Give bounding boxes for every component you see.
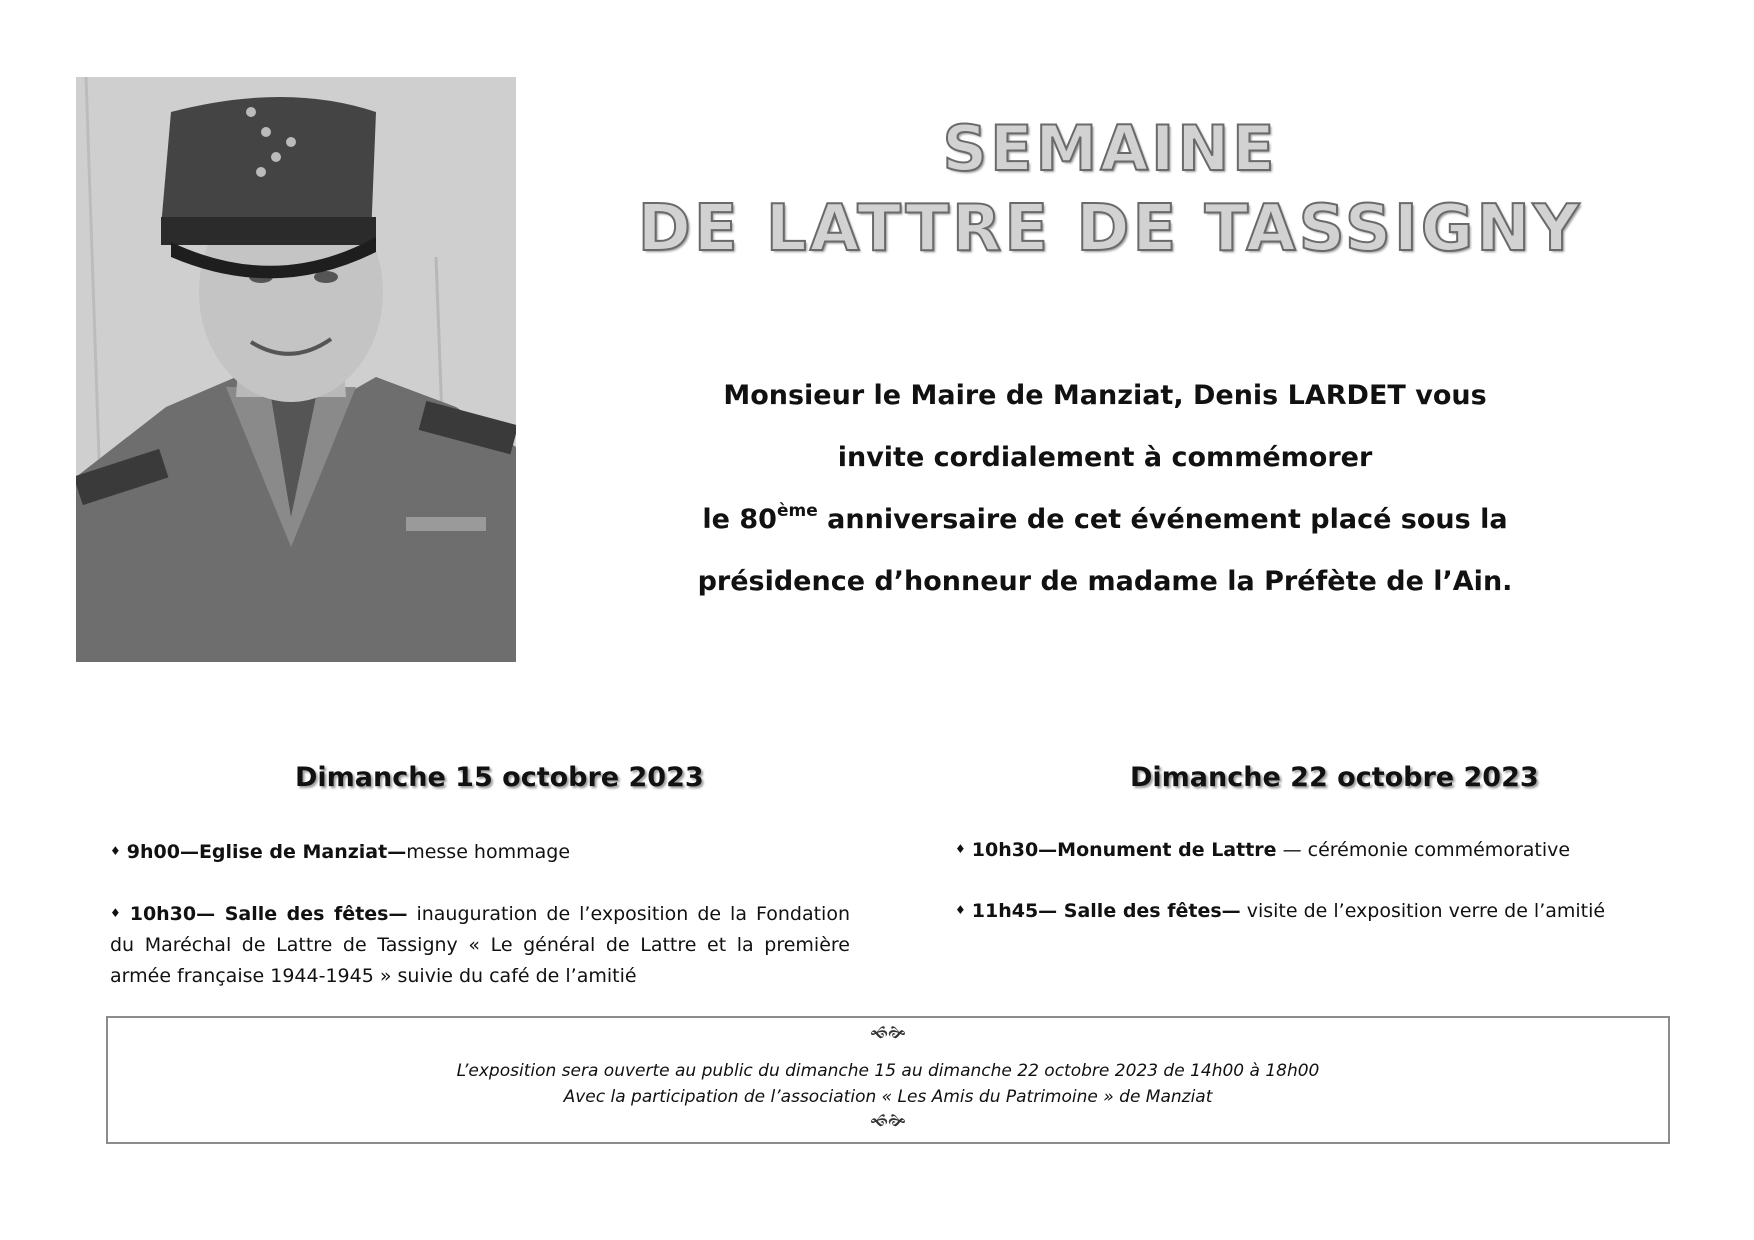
day2-item-2-time-place: 11h45— Salle des fêtes— [971,900,1241,922]
exhibition-info-box [106,1016,1670,1144]
day1-item-2 [110,898,850,992]
day1-item-1-time-place: 9h00—Eglise de Manziat— [126,841,407,863]
portrait-photo [76,77,516,662]
day2-item-2-text: visite de l’exposition verre de l’amitié [1240,900,1606,922]
exhibition-hours: L’exposition sera ouverte au public du dimanche 15 au dimanche 22 octobre 2023 de 14h00 à 18h00 [456,1061,1320,1081]
ordinal-superscript: ème [776,501,818,521]
bullet-icon: ♦ [110,844,121,858]
ornament-bottom-icon: 🙜🙞 [870,1111,906,1130]
bullet-icon: ♦ [955,903,966,917]
title-line-2: DE LATTRE DE TASSIGNY [637,192,1583,266]
title-line-1: SEMAINE [942,112,1278,185]
day2-item-1-text: — cérémonie commémorative [1276,839,1571,861]
day2-heading: Dimanche 22 octobre 2023 [1130,762,1539,793]
bullet-icon: ♦ [110,906,124,920]
invitation-text [680,365,1530,613]
day1-item-2-time-place: 10h30— Salle des fêtes— [129,903,408,925]
invitation-line-3-prefix: le 80 [702,504,777,535]
day2-item-2 [955,895,1655,927]
day1-item-1 [110,836,850,868]
invitation-line-3 [680,489,1530,551]
day1-heading: Dimanche 15 octobre 2023 [295,762,704,793]
portrait-illustration [76,77,516,662]
invitation-line-1: Monsieur le Maire de Manziat, Denis LARDET vous [723,380,1487,411]
invitation-line-3-suffix: anniversaire de cet événement placé sous la [817,504,1508,535]
day2-item-1-time-place: 10h30—Monument de Lattre [971,839,1277,861]
bullet-icon: ♦ [955,842,966,856]
invitation-line-4: présidence d’honneur de madame la Préfète de l’Ain. [697,566,1513,597]
exhibition-partner: Avec la participation de l’association « Les Amis du Patrimoine » de Manziat [563,1087,1213,1107]
ornament-top-icon: 🙜🙞 [870,1023,906,1042]
day2-item-1 [955,834,1655,866]
day1-item-2-text: inauguration de l’exposition de la Fondation du Maréchal de Lattre de Tassigny « Le général de Lattre et la première armée française 1944-1945 » suivie du café de l’amitié [110,903,850,987]
day1-item-1-text: messe hommage [406,841,571,863]
invitation-line-2: invite cordialement à commémorer [837,442,1373,473]
